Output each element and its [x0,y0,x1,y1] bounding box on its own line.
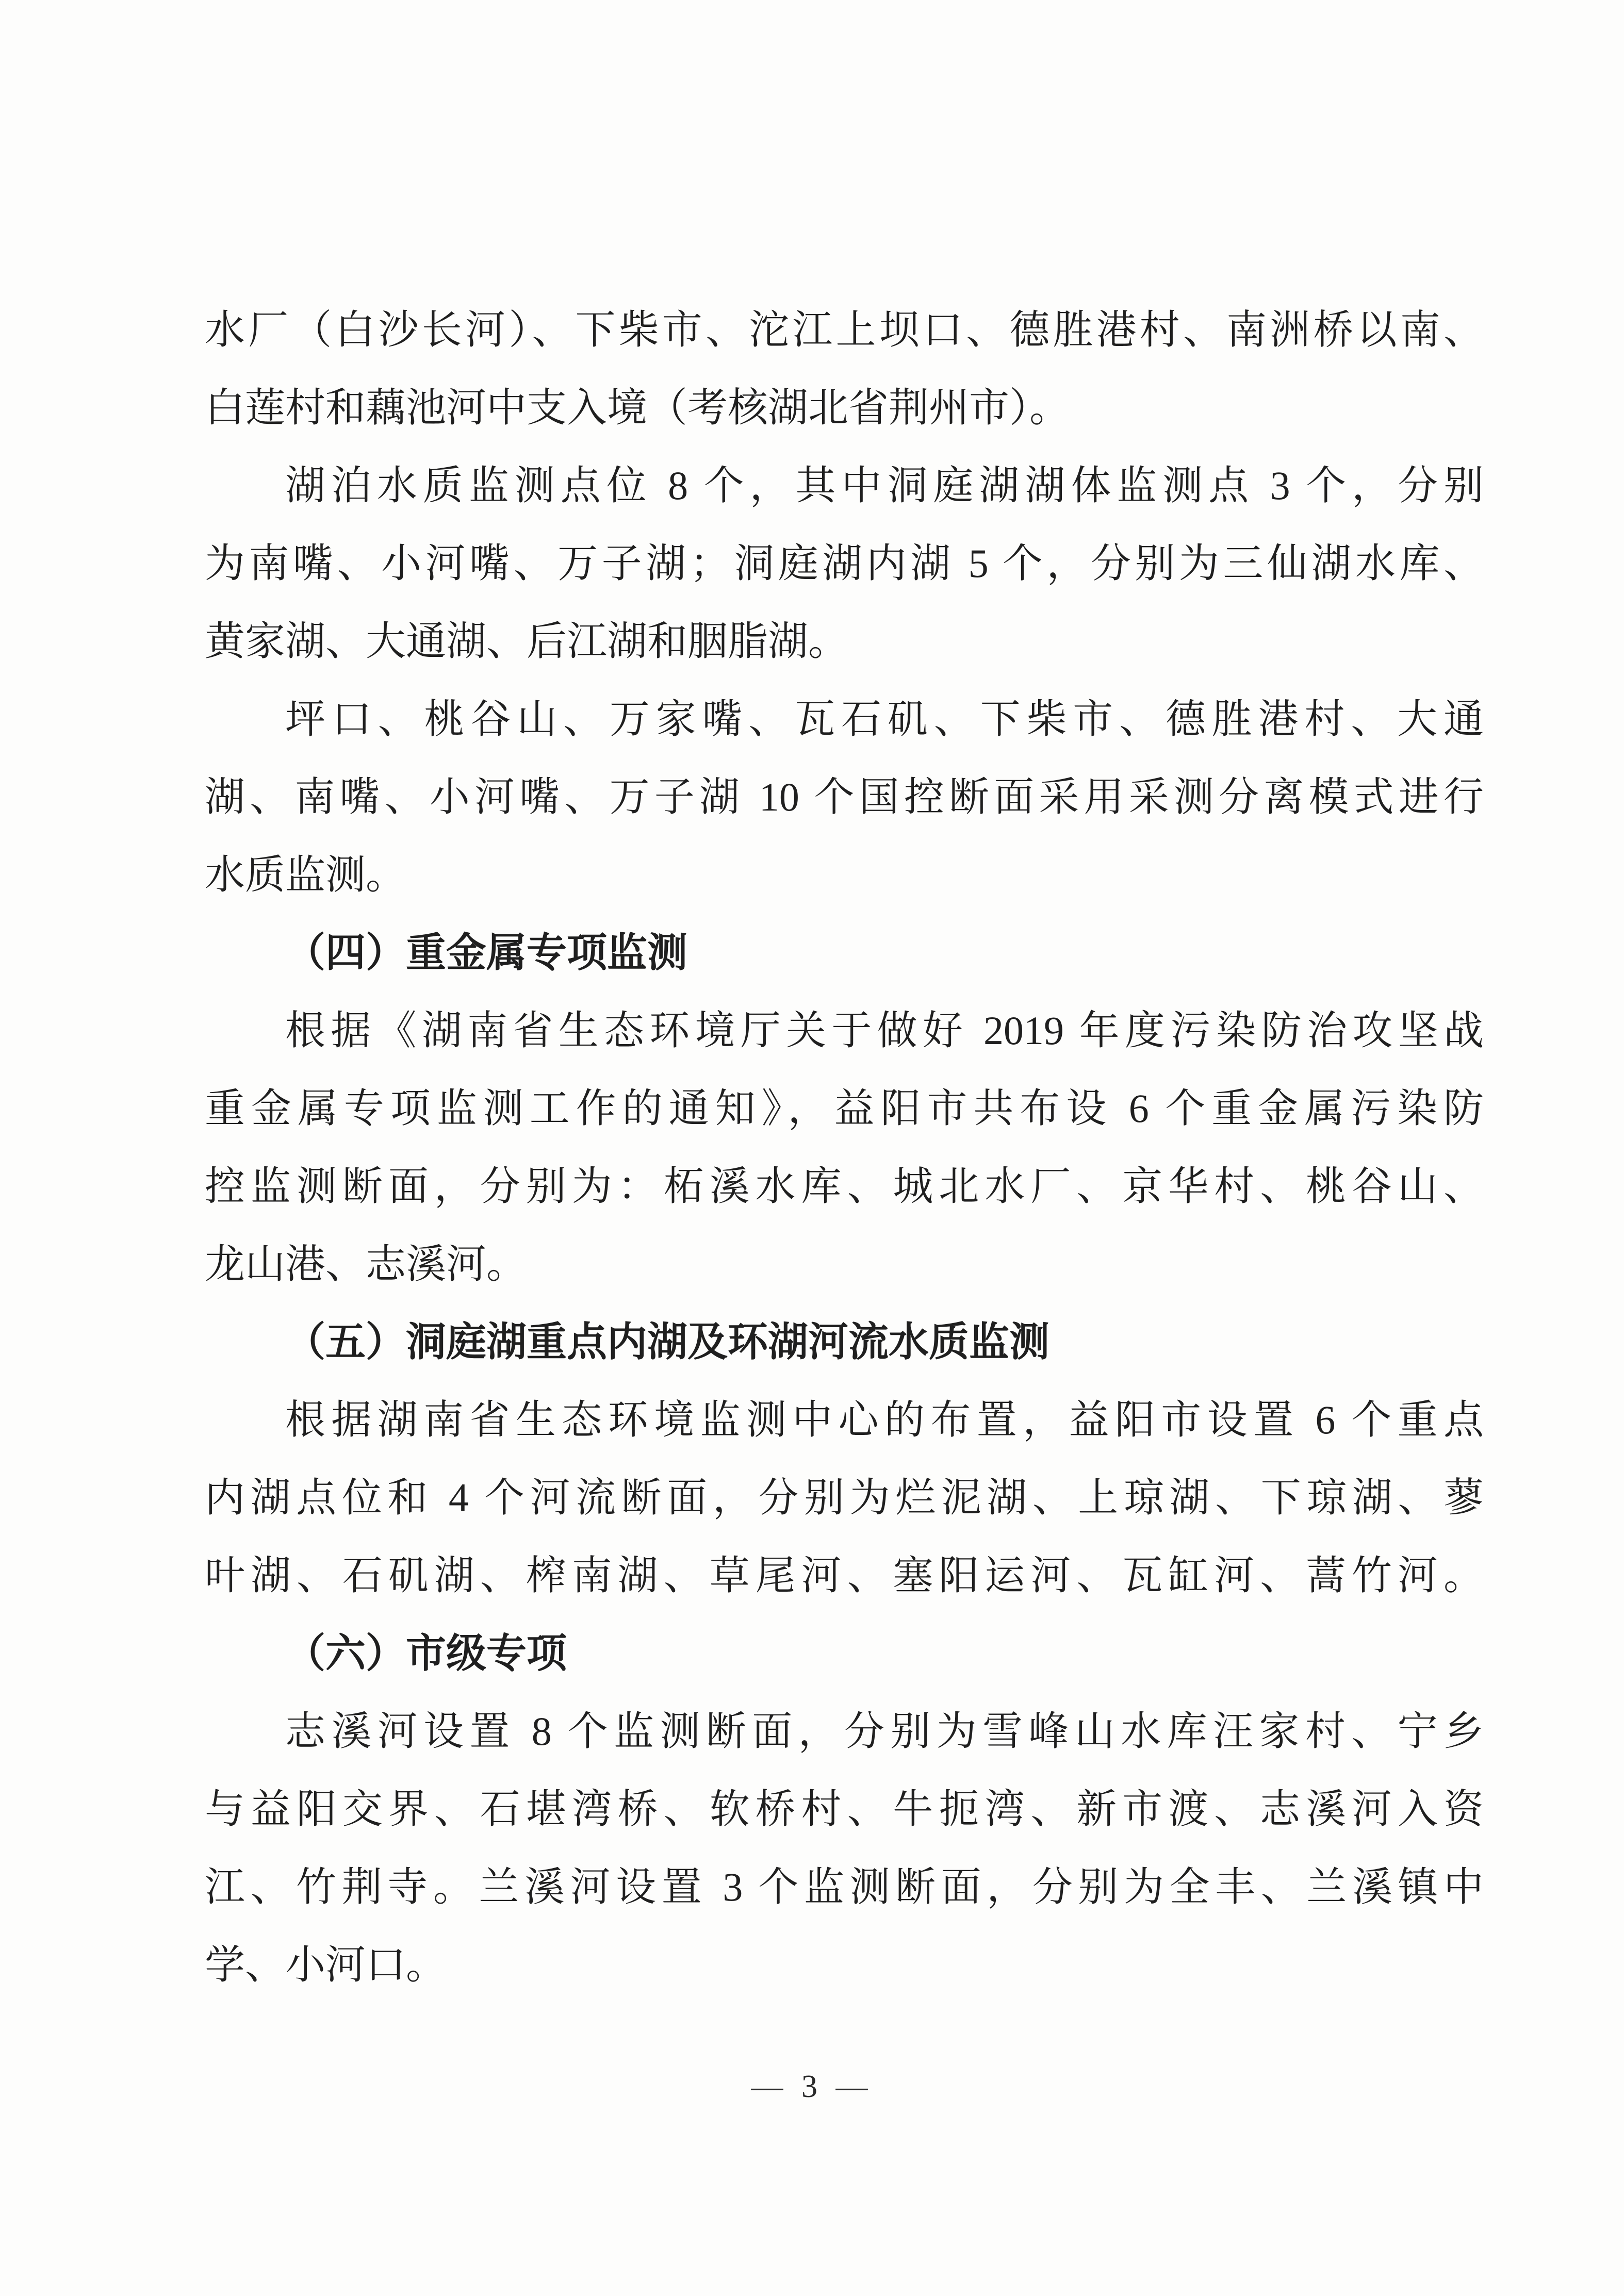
text-line: 学、小河口。 [205,1942,447,1987]
text-line: 湖泊水质监测点位 8 个，其中洞庭湖湖体监测点 3 个，分别 [285,463,1484,508]
section-heading-6: （六）市级专项 [285,1631,567,1676]
text-line: 控监测断面，分别为：柘溪水库、城北水厂、京华村、桃谷山、 [205,1164,1484,1209]
section-heading-4: （四）重金属专项监测 [285,930,688,975]
text-line: 湖、南嘴、小河嘴、万子湖 10 个国控断面采用采测分离模式进行 [205,774,1484,819]
text-line: 坪口、桃谷山、万家嘴、瓦石矶、下柴市、德胜港村、大通 [285,697,1484,741]
text-line: 为南嘴、小河嘴、万子湖；洞庭湖内湖 5 个，分别为三仙湖水库、 [205,541,1484,586]
text-line: 根据湖南省生态环境监测中心的布置，益阳市设置 6 个重点 [285,1397,1484,1442]
text-line: 重金属专项监测工作的通知》，益阳市共布设 6 个重金属污染防 [205,1086,1484,1131]
text-line: 白莲村和藕池河中支入境（考核湖北省荆州市）。 [205,385,1070,430]
text-line: 内湖点位和 4 个河流断面，分别为烂泥湖、上琼湖、下琼湖、蓼 [205,1475,1484,1520]
page-number: — 3 — [751,2069,873,2104]
text-line: 根据《湖南省生态环境厅关于做好 2019 年度污染防治攻坚战 [285,1008,1484,1053]
text-line: 叶湖、石矶湖、榨南湖、草尾河、塞阳运河、瓦缸河、蒿竹河。 [205,1553,1484,1598]
text-line: 与益阳交界、石堪湾桥、软桥村、牛扼湾、新市渡、志溪河入资 [205,1787,1484,1831]
section-heading-5: （五）洞庭湖重点内湖及环湖河流水质监测 [285,1319,1050,1364]
text-line: 水质监测。 [205,852,406,897]
text-line: 江、竹荆寺。兰溪河设置 3 个监测断面，分别为全丰、兰溪镇中 [205,1864,1484,1909]
text-line: 龙山港、志溪河。 [205,1242,527,1286]
text-line: 黄家湖、大通湖、后江湖和胭脂湖。 [205,619,849,664]
text-line: 志溪河设置 8 个监测断面，分别为雪峰山水库汪家村、宁乡 [285,1709,1484,1754]
text-line: 水厂（白沙长河）、下柴市、沱江上坝口、德胜港村、南洲桥以南、 [205,307,1484,352]
document-body-text [205,291,1484,2004]
